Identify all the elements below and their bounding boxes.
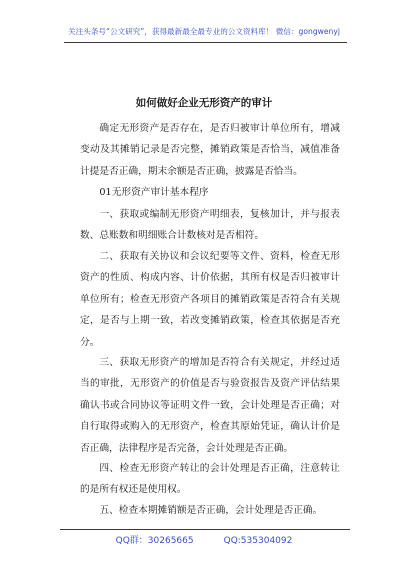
footer-contacts — [0, 533, 408, 546]
footer-divider — [60, 529, 350, 530]
paragraph-intro: 确定无形资产是否存在，是否归被审计单位所有，增减变动及其摊销记录是否完整，摊销政策是否恰当，减值准备计提是否正确，期末余额是否正确，披露是否恰当。 — [80, 123, 340, 177]
paragraph-step-3: 三、获取无形资产的增加是否符合有关规定，并经过适当的审批，无形资产的价值是否与验资报告及资产评估结果确认书或合同协议等证明文件一致，会计处理是否正确；对自行取得或购入的无形资产，检查其原始凭证，确认计价是否正确，法律程序是否完备，会计处理是否正确。 — [80, 357, 340, 454]
paragraph-step-1: 一、获取或编制无形资产明细表，复核加计，并与报表数、总账数和明细账合计数核对是否相符。 — [80, 208, 340, 241]
section-heading: 01无形资产审计基本程序 — [99, 187, 209, 198]
paragraph-step-4: 四、检查无形资产转让的会计处理是否正确，注意转让的是所有权还是使用权。 — [80, 463, 340, 496]
footer-qq-number: QQ:535304092 — [223, 536, 293, 546]
header-note: 关注头条号“公文研究”，获得最新最全最专业的公文资料库！ 微信：gongwenyj — [68, 27, 340, 36]
paragraph-step-5: 五、检查本期摊销额是否正确，会计处理是否正确。 — [99, 505, 323, 516]
header-divider — [64, 42, 347, 43]
document-title: 如何做好企业无形资产的审计 — [135, 97, 273, 109]
paragraph-step-2: 二、获取有关协议和会议纪要等文件、资料，检查无形资产的性质、构成内容、计价依据，其所有权是否归被审计单位所有；检查无形资产各项目的摊销政策是否符合有关规定，是否与上期一致，若改变摊销政策，检查其依据是否充分。 — [80, 251, 340, 348]
footer-qq-group: QQ群：30265665 — [115, 536, 194, 546]
